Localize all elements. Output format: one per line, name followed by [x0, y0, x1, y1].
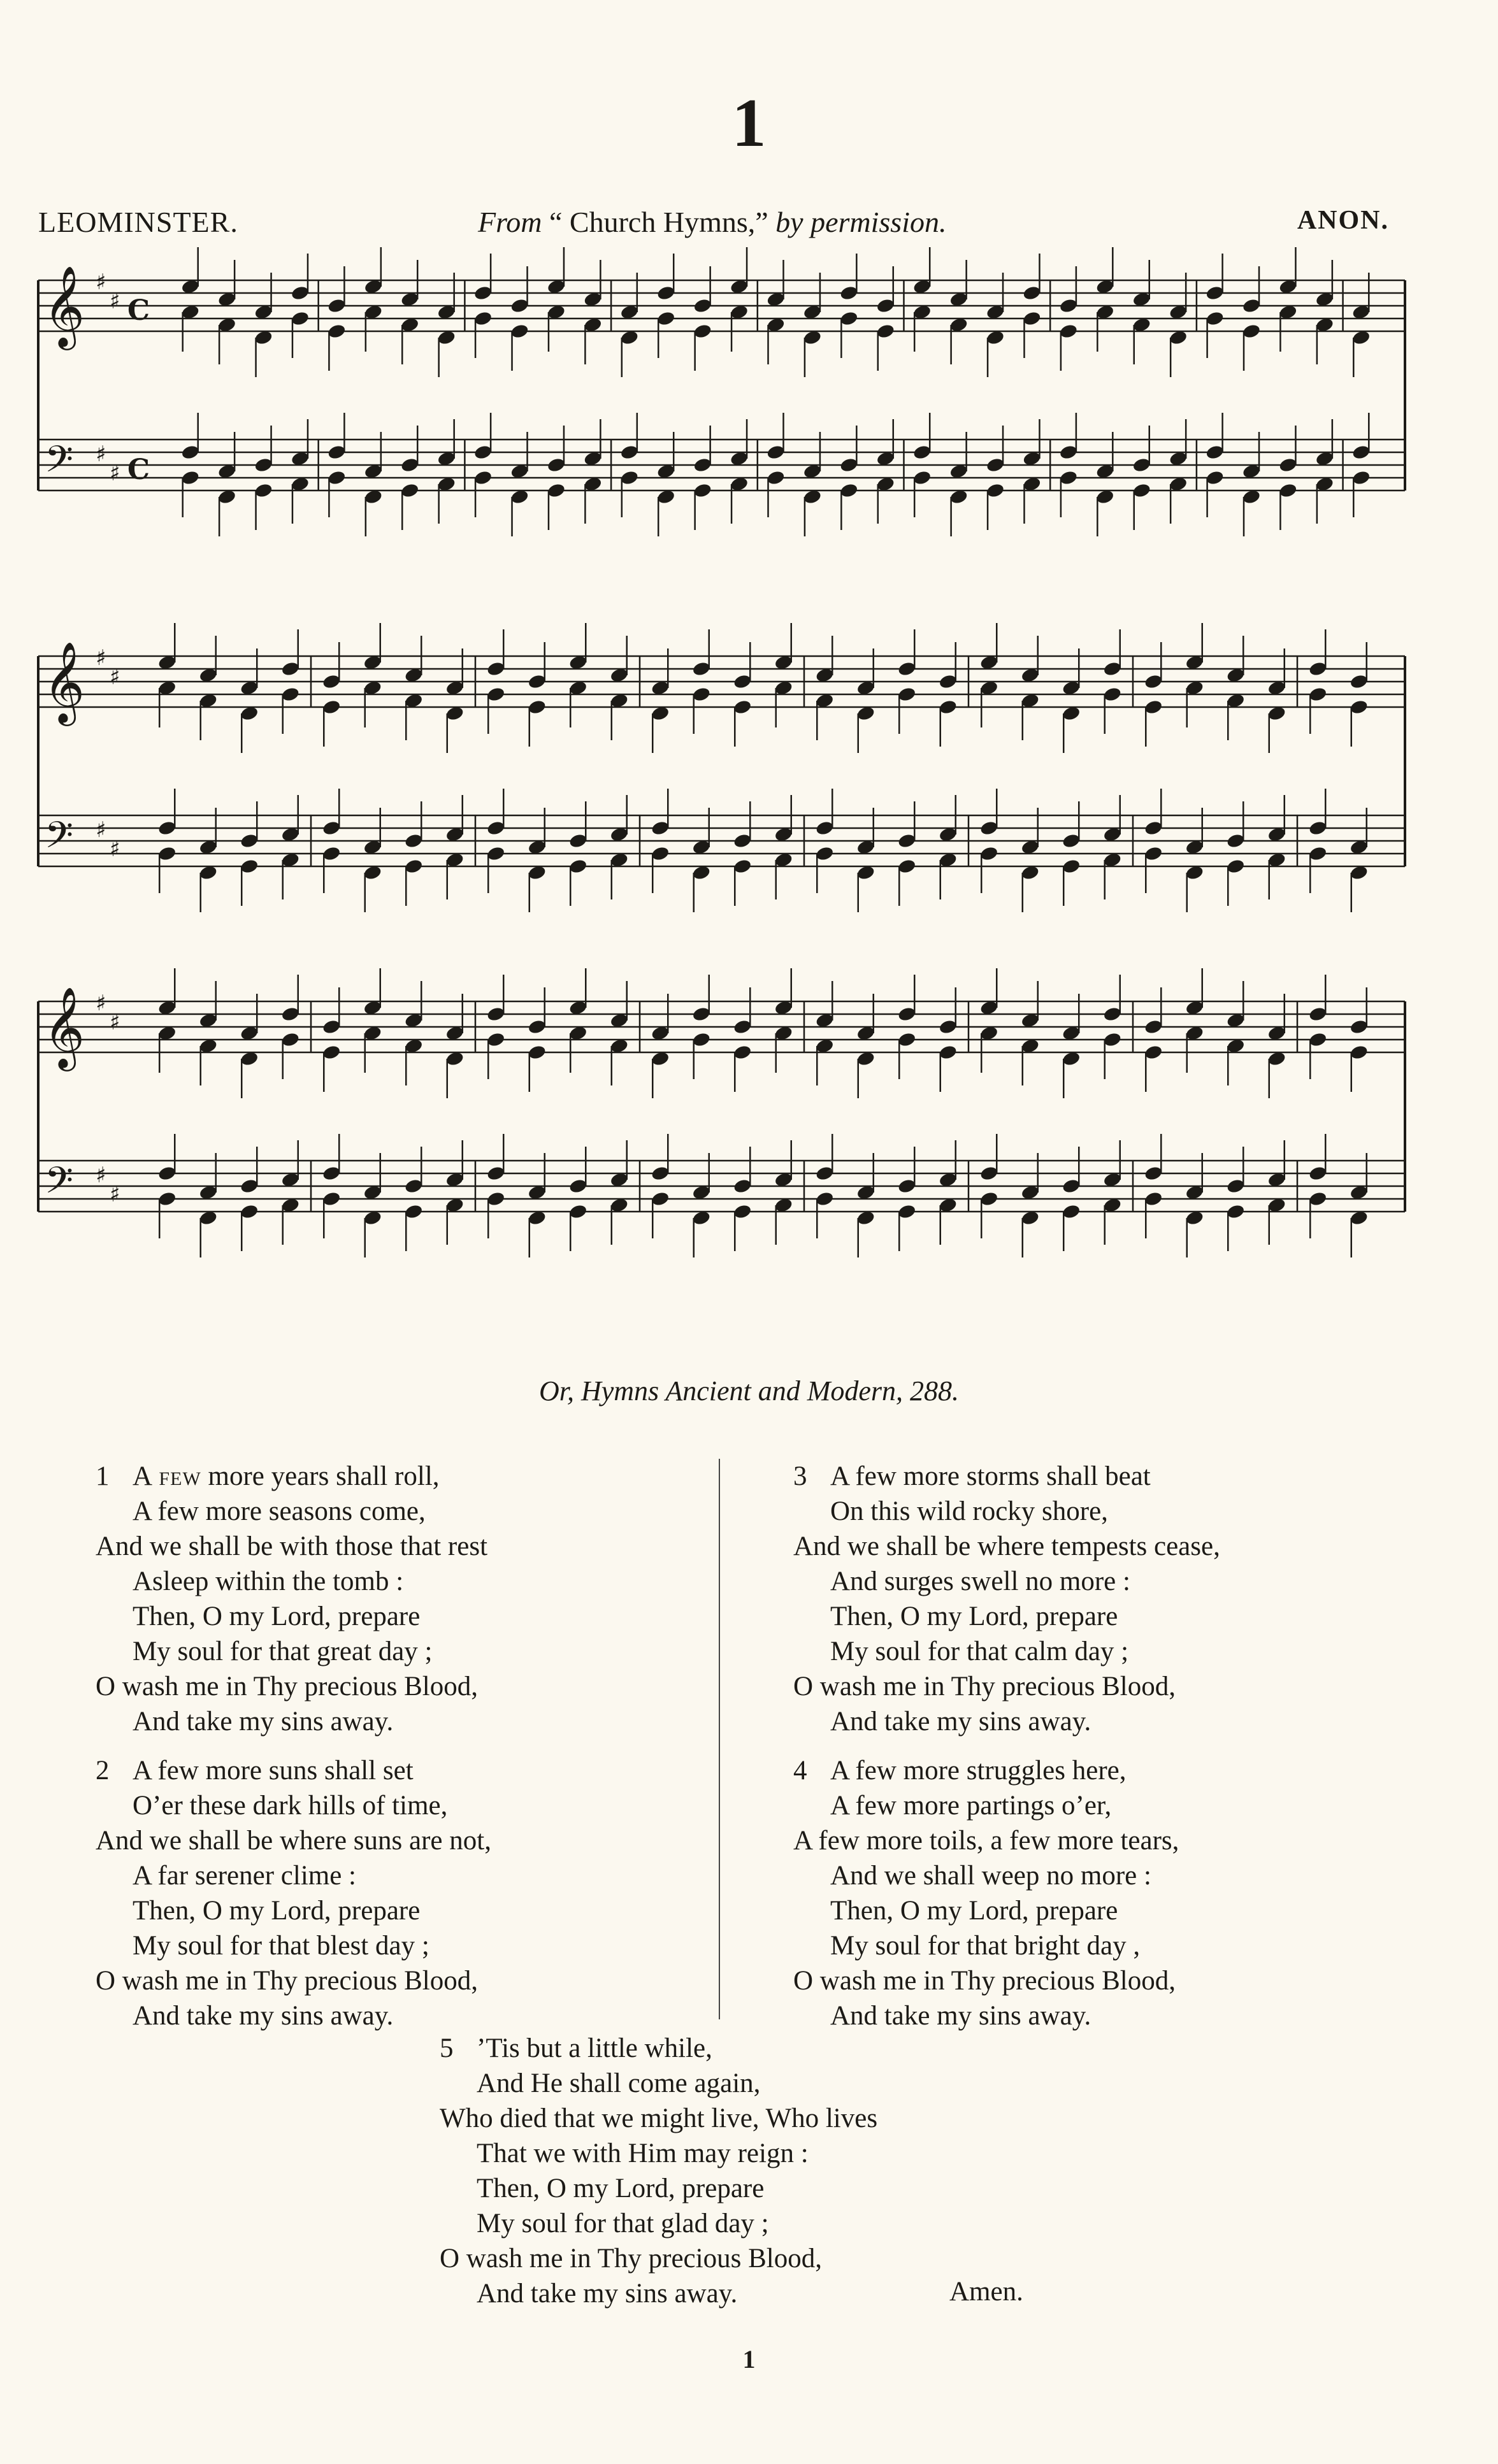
note-head: [1022, 285, 1042, 301]
note-head: [938, 699, 958, 715]
verses-left-column: [96, 1459, 491, 2047]
note-head: [1308, 820, 1328, 836]
composer: ANON.: [1297, 206, 1389, 235]
note-head: [404, 1203, 424, 1220]
note-head: [1308, 686, 1328, 703]
verse-line-text: O wash me in Thy precious Blood,: [96, 1672, 478, 1701]
verse-line: [96, 1928, 491, 1963]
verse-line-text: My soul for that glad day ;: [477, 2209, 769, 2238]
note-head: [568, 858, 588, 875]
note-head: [1226, 1203, 1246, 1220]
sharp-icon: ♯: [110, 1182, 120, 1207]
note-head: [568, 833, 588, 849]
verse-line: [96, 1788, 491, 1823]
verse-line-text: And we shall be with those that rest: [96, 1531, 488, 1561]
verse-line-text: And take my sins away.: [830, 1707, 1091, 1737]
sharp-icon: ♯: [110, 289, 120, 314]
verse-line-text: ’Tis but a little while,: [477, 2033, 712, 2063]
note-head: [1308, 1165, 1328, 1182]
note-head: [280, 661, 300, 677]
note-head: [1102, 1031, 1122, 1048]
note-head: [897, 1203, 917, 1220]
note-head: [1351, 444, 1371, 461]
verse-2: [96, 1753, 491, 2033]
verse-line-text: Then, O my Lord, prepare: [133, 1896, 421, 1926]
note-head: [322, 845, 342, 862]
note-head: [815, 820, 835, 836]
verse-line: [96, 1599, 491, 1634]
verses-right-column: [793, 1459, 1220, 2047]
verse-line-text: Then, O my Lord, prepare: [830, 1601, 1118, 1631]
note-head: [979, 820, 999, 836]
verse-line: [793, 1599, 1220, 1634]
verse-number: 2: [96, 1756, 110, 1786]
note-head: [1278, 482, 1298, 499]
note-head: [1226, 833, 1246, 849]
common-time-icon: C: [127, 294, 150, 327]
hymn-number: 1: [731, 85, 767, 161]
verse-number: 3: [793, 1461, 807, 1491]
source-prefix: From: [478, 206, 542, 238]
note-head: [986, 482, 1005, 499]
note-head: [938, 1044, 958, 1061]
verse-3: [793, 1459, 1220, 1739]
note-head: [327, 469, 347, 486]
note-head: [1242, 323, 1262, 340]
note-head: [733, 673, 753, 690]
verse-line-text: On this wild rocky shore,: [830, 1496, 1108, 1526]
verse-line: [440, 2101, 877, 2136]
sharp-icon: ♯: [96, 645, 106, 671]
verse-line: [96, 1753, 491, 1788]
verse-line-text: Then, O my Lord, prepare: [830, 1896, 1118, 1926]
note-head: [1144, 1191, 1163, 1207]
note-head: [815, 1165, 835, 1182]
note-head: [568, 1178, 588, 1194]
note-head: [691, 1031, 711, 1048]
bass-clef-icon: 𝄢: [45, 438, 74, 490]
verse-line-text: My soul for that blest day ;: [133, 1931, 429, 1961]
page-number: 1: [742, 2345, 756, 2374]
verse-line: [96, 1634, 491, 1669]
verse-line-text: A few more partings o’er,: [830, 1791, 1112, 1821]
note-head: [547, 482, 566, 499]
note-head: [1349, 673, 1369, 690]
note-head: [839, 310, 859, 327]
note-head: [1102, 661, 1122, 677]
verse-line-text: A few more struggles here,: [830, 1756, 1127, 1786]
note-head: [986, 457, 1005, 473]
note-head: [1308, 661, 1328, 677]
note-head: [486, 686, 506, 703]
note-head: [1022, 310, 1042, 327]
verse-line: [440, 2241, 877, 2276]
verse-line: [793, 1823, 1220, 1858]
note-head: [1144, 820, 1163, 836]
note-head: [733, 1178, 753, 1194]
verse-line-text: O wash me in Thy precious Blood,: [793, 1966, 1176, 1996]
verse-line: [793, 1858, 1220, 1893]
bass-clef-icon: 𝄢: [45, 1159, 74, 1211]
alternate-source: Or, Hymns Ancient and Modern, 288.: [538, 1375, 960, 1407]
note-head: [733, 1019, 753, 1035]
note-head: [291, 310, 310, 327]
note-head: [1349, 1044, 1369, 1061]
note-head: [979, 1165, 999, 1182]
verse-line-text: A few more suns shall set: [133, 1756, 414, 1786]
treble-clef-icon: 𝄞: [43, 265, 85, 347]
verse-line-text: And take my sins away.: [133, 1707, 394, 1737]
verse-final: [440, 2031, 877, 2325]
sharp-icon: ♯: [96, 991, 106, 1016]
note-head: [1242, 297, 1262, 314]
note-head: [1144, 673, 1163, 690]
note-head: [979, 845, 999, 862]
note-head: [766, 469, 786, 486]
note-head: [693, 323, 712, 340]
note-head: [839, 457, 859, 473]
note-head: [733, 1044, 753, 1061]
note-head: [240, 1203, 259, 1220]
note-head: [180, 444, 200, 461]
note-head: [897, 858, 917, 875]
verse-line: [793, 1564, 1220, 1599]
tune-name: LEOMINSTER.: [38, 206, 238, 238]
verse-line-text: Who died that we might live, Who lives: [440, 2103, 878, 2133]
verse-line-text: And take my sins away.: [477, 2279, 738, 2309]
note-head: [280, 1006, 300, 1022]
note-head: [404, 1178, 424, 1194]
note-head: [254, 482, 273, 499]
note-head: [733, 858, 753, 875]
note-head: [486, 661, 506, 677]
verse-line-text: And He shall come again,: [477, 2068, 761, 2098]
verse-line: [440, 2136, 877, 2171]
verse-line: [96, 1704, 491, 1739]
verse-line-text: A few more seasons come,: [133, 1496, 426, 1526]
note-head: [322, 1044, 342, 1061]
note-head: [1308, 1006, 1328, 1022]
note-head: [693, 457, 712, 473]
note-head: [875, 297, 895, 314]
verse-line: [96, 1998, 491, 2033]
note-head: [1226, 1178, 1246, 1194]
note-head: [547, 457, 566, 473]
note-head: [938, 673, 958, 690]
verse-line-text: O wash me in Thy precious Blood,: [96, 1966, 478, 1996]
note-head: [180, 469, 200, 486]
verse-line-text: Then, O my Lord, prepare: [133, 1601, 421, 1631]
note-head: [1059, 297, 1079, 314]
note-head: [568, 1203, 588, 1220]
note-head: [400, 457, 420, 473]
note-head: [1059, 323, 1079, 340]
note-head: [322, 820, 342, 836]
note-head: [815, 1191, 835, 1207]
common-time-icon: C: [127, 454, 150, 486]
verse-line-text: O wash me in Thy precious Blood,: [793, 1672, 1176, 1701]
note-head: [1144, 845, 1163, 862]
note-head: [1102, 1006, 1122, 1022]
note-head: [473, 469, 493, 486]
sharp-icon: ♯: [96, 1163, 106, 1188]
verse-line-text: And we shall be where suns are not,: [96, 1826, 491, 1856]
verse-line-text: Then, O my Lord, prepare: [477, 2174, 765, 2203]
verse-line: [793, 1788, 1220, 1823]
verse-line-text: A few more years shall roll,: [133, 1461, 440, 1491]
verse-line: [793, 1634, 1220, 1669]
note-head: [897, 661, 917, 677]
note-head: [897, 1178, 917, 1194]
note-head: [157, 820, 177, 836]
note-head: [912, 469, 932, 486]
note-head: [1205, 469, 1225, 486]
note-head: [322, 1019, 342, 1035]
note-head: [815, 845, 835, 862]
verse-line: [96, 1459, 491, 1494]
note-head: [157, 845, 177, 862]
note-head: [404, 833, 424, 849]
note-head: [486, 1006, 506, 1022]
note-head: [691, 1006, 711, 1022]
note-head: [839, 285, 859, 301]
note-head: [733, 699, 753, 715]
verse-line: [793, 1669, 1220, 1704]
verse-line-text: Asleep within the tomb :: [133, 1566, 404, 1596]
note-head: [510, 297, 529, 314]
verse-line: [793, 1494, 1220, 1529]
note-head: [1144, 1165, 1163, 1182]
sharp-icon: ♯: [96, 441, 106, 467]
verse-line: [96, 1893, 491, 1928]
verse-line: [440, 2066, 877, 2101]
note-head: [327, 444, 347, 461]
note-head: [875, 323, 895, 340]
note-head: [938, 1019, 958, 1035]
verse-line-text: A few more storms shall beat: [830, 1461, 1151, 1491]
verse-number: 5: [440, 2033, 454, 2063]
sharp-icon: ♯: [110, 1010, 120, 1035]
note-head: [733, 1203, 753, 1220]
note-head: [527, 1044, 547, 1061]
note-head: [240, 833, 259, 849]
note-head: [651, 845, 670, 862]
verse-line: [96, 1529, 491, 1564]
sharp-icon: ♯: [96, 817, 106, 843]
note-head: [322, 1165, 342, 1182]
verse-line-text: O’er these dark hills of time,: [133, 1791, 448, 1821]
note-head: [1132, 457, 1151, 473]
bass-clef-icon: 𝄢: [45, 813, 74, 866]
verse-4: [793, 1753, 1220, 2033]
note-head: [240, 1178, 259, 1194]
verse-line-text: And we shall be where tempests cease,: [793, 1531, 1220, 1561]
note-head: [473, 285, 493, 301]
note-head: [322, 699, 342, 715]
verse-line: [793, 1893, 1220, 1928]
verse-line: [793, 1529, 1220, 1564]
note-head: [691, 661, 711, 677]
amen: Amen.: [949, 2277, 1023, 2307]
note-head: [912, 444, 932, 461]
note-head: [1059, 469, 1079, 486]
note-head: [979, 1191, 999, 1207]
note-head: [839, 482, 859, 499]
verse-line: [96, 1564, 491, 1599]
note-head: [404, 858, 424, 875]
note-head: [486, 1191, 506, 1207]
verse-number: 4: [793, 1756, 807, 1786]
note-head: [486, 1031, 506, 1048]
treble-clef-icon: 𝄞: [43, 986, 85, 1068]
sharp-icon: ♯: [110, 836, 120, 862]
verse-line-text: O wash me in Thy precious Blood,: [440, 2244, 822, 2274]
note-head: [1205, 444, 1225, 461]
note-head: [1226, 858, 1246, 875]
note-head: [766, 444, 786, 461]
verse-line: [96, 1494, 491, 1529]
note-head: [527, 673, 547, 690]
verse-line-text: And take my sins away.: [830, 2001, 1091, 2031]
source-suffix: by permission.: [775, 206, 947, 238]
note-head: [897, 686, 917, 703]
treble-clef-icon: 𝄞: [43, 641, 85, 722]
verse-line-text: That we with Him may reign :: [477, 2138, 809, 2168]
verse-line: [440, 2171, 877, 2206]
note-head: [157, 1191, 177, 1207]
note-head: [1205, 285, 1225, 301]
note-head: [327, 297, 347, 314]
sharp-icon: ♯: [110, 664, 120, 690]
verse-line: [96, 1963, 491, 1998]
note-head: [157, 1165, 177, 1182]
verse-line: [440, 2206, 877, 2241]
verse-line: [793, 1928, 1220, 1963]
note-head: [486, 845, 506, 862]
note-head: [897, 1006, 917, 1022]
verse-line-text: And surges swell no more :: [830, 1566, 1130, 1596]
sharp-icon: ♯: [110, 461, 120, 486]
verse-line-text: My soul for that great day ;: [133, 1637, 433, 1666]
note-head: [620, 469, 640, 486]
note-head: [656, 285, 676, 301]
note-head: [486, 1165, 506, 1182]
note-head: [1062, 1178, 1081, 1194]
verse-line-text: And we shall weep no more :: [830, 1861, 1151, 1891]
note-head: [691, 686, 711, 703]
note-head: [733, 833, 753, 849]
column-divider: [719, 1459, 720, 2019]
note-head: [400, 482, 420, 499]
verse-number: 1: [96, 1461, 110, 1491]
verse-1: [96, 1459, 491, 1739]
verse-line: [793, 1998, 1220, 2033]
verse-line-text: A few more toils, a few more tears,: [793, 1826, 1179, 1856]
verse-line: [96, 1669, 491, 1704]
note-head: [486, 820, 506, 836]
note-head: [693, 297, 712, 314]
verse-5: [440, 2031, 877, 2311]
note-head: [327, 323, 347, 340]
note-head: [1144, 1019, 1163, 1035]
note-head: [656, 310, 676, 327]
note-head: [1059, 444, 1079, 461]
note-head: [1308, 845, 1328, 862]
sharp-icon: ♯: [96, 269, 106, 295]
note-head: [527, 1019, 547, 1035]
note-head: [1349, 699, 1369, 715]
note-head: [897, 1031, 917, 1048]
note-head: [280, 686, 300, 703]
note-head: [1308, 1191, 1328, 1207]
verse-line-text: My soul for that bright day ,: [830, 1931, 1141, 1961]
verse-line-text: A far serener clime :: [133, 1861, 356, 1891]
note-head: [510, 323, 529, 340]
verse-line: [793, 1704, 1220, 1739]
note-head: [651, 820, 670, 836]
note-head: [527, 699, 547, 715]
verse-line: [96, 1823, 491, 1858]
note-head: [291, 285, 310, 301]
verse-line: [440, 2031, 877, 2066]
note-head: [1062, 833, 1081, 849]
note-head: [1102, 686, 1122, 703]
note-head: [897, 833, 917, 849]
note-head: [473, 444, 493, 461]
verse-line: [440, 2276, 877, 2311]
note-head: [1062, 858, 1081, 875]
source-title: “ Church Hymns,”: [549, 206, 768, 238]
note-head: [651, 1165, 670, 1182]
note-head: [280, 1031, 300, 1048]
note-head: [473, 310, 493, 327]
note-head: [1351, 469, 1371, 486]
verse-line: [96, 1858, 491, 1893]
note-head: [254, 457, 273, 473]
note-head: [1144, 699, 1163, 715]
verse-line: [793, 1963, 1220, 1998]
note-head: [1062, 1203, 1081, 1220]
note-head: [1144, 1044, 1163, 1061]
note-head: [1278, 457, 1298, 473]
note-head: [322, 673, 342, 690]
verse-line: [793, 1459, 1220, 1494]
verse-line-text: And take my sins away.: [133, 2001, 394, 2031]
note-head: [1308, 1031, 1328, 1048]
note-head: [651, 1191, 670, 1207]
note-head: [240, 858, 259, 875]
verse-line: [793, 1753, 1220, 1788]
verse-line-text: My soul for that calm day ;: [830, 1637, 1129, 1666]
note-head: [1349, 1019, 1369, 1035]
note-head: [693, 482, 712, 499]
note-head: [1132, 482, 1151, 499]
note-head: [620, 444, 640, 461]
note-head: [322, 1191, 342, 1207]
note-head: [1205, 310, 1225, 327]
